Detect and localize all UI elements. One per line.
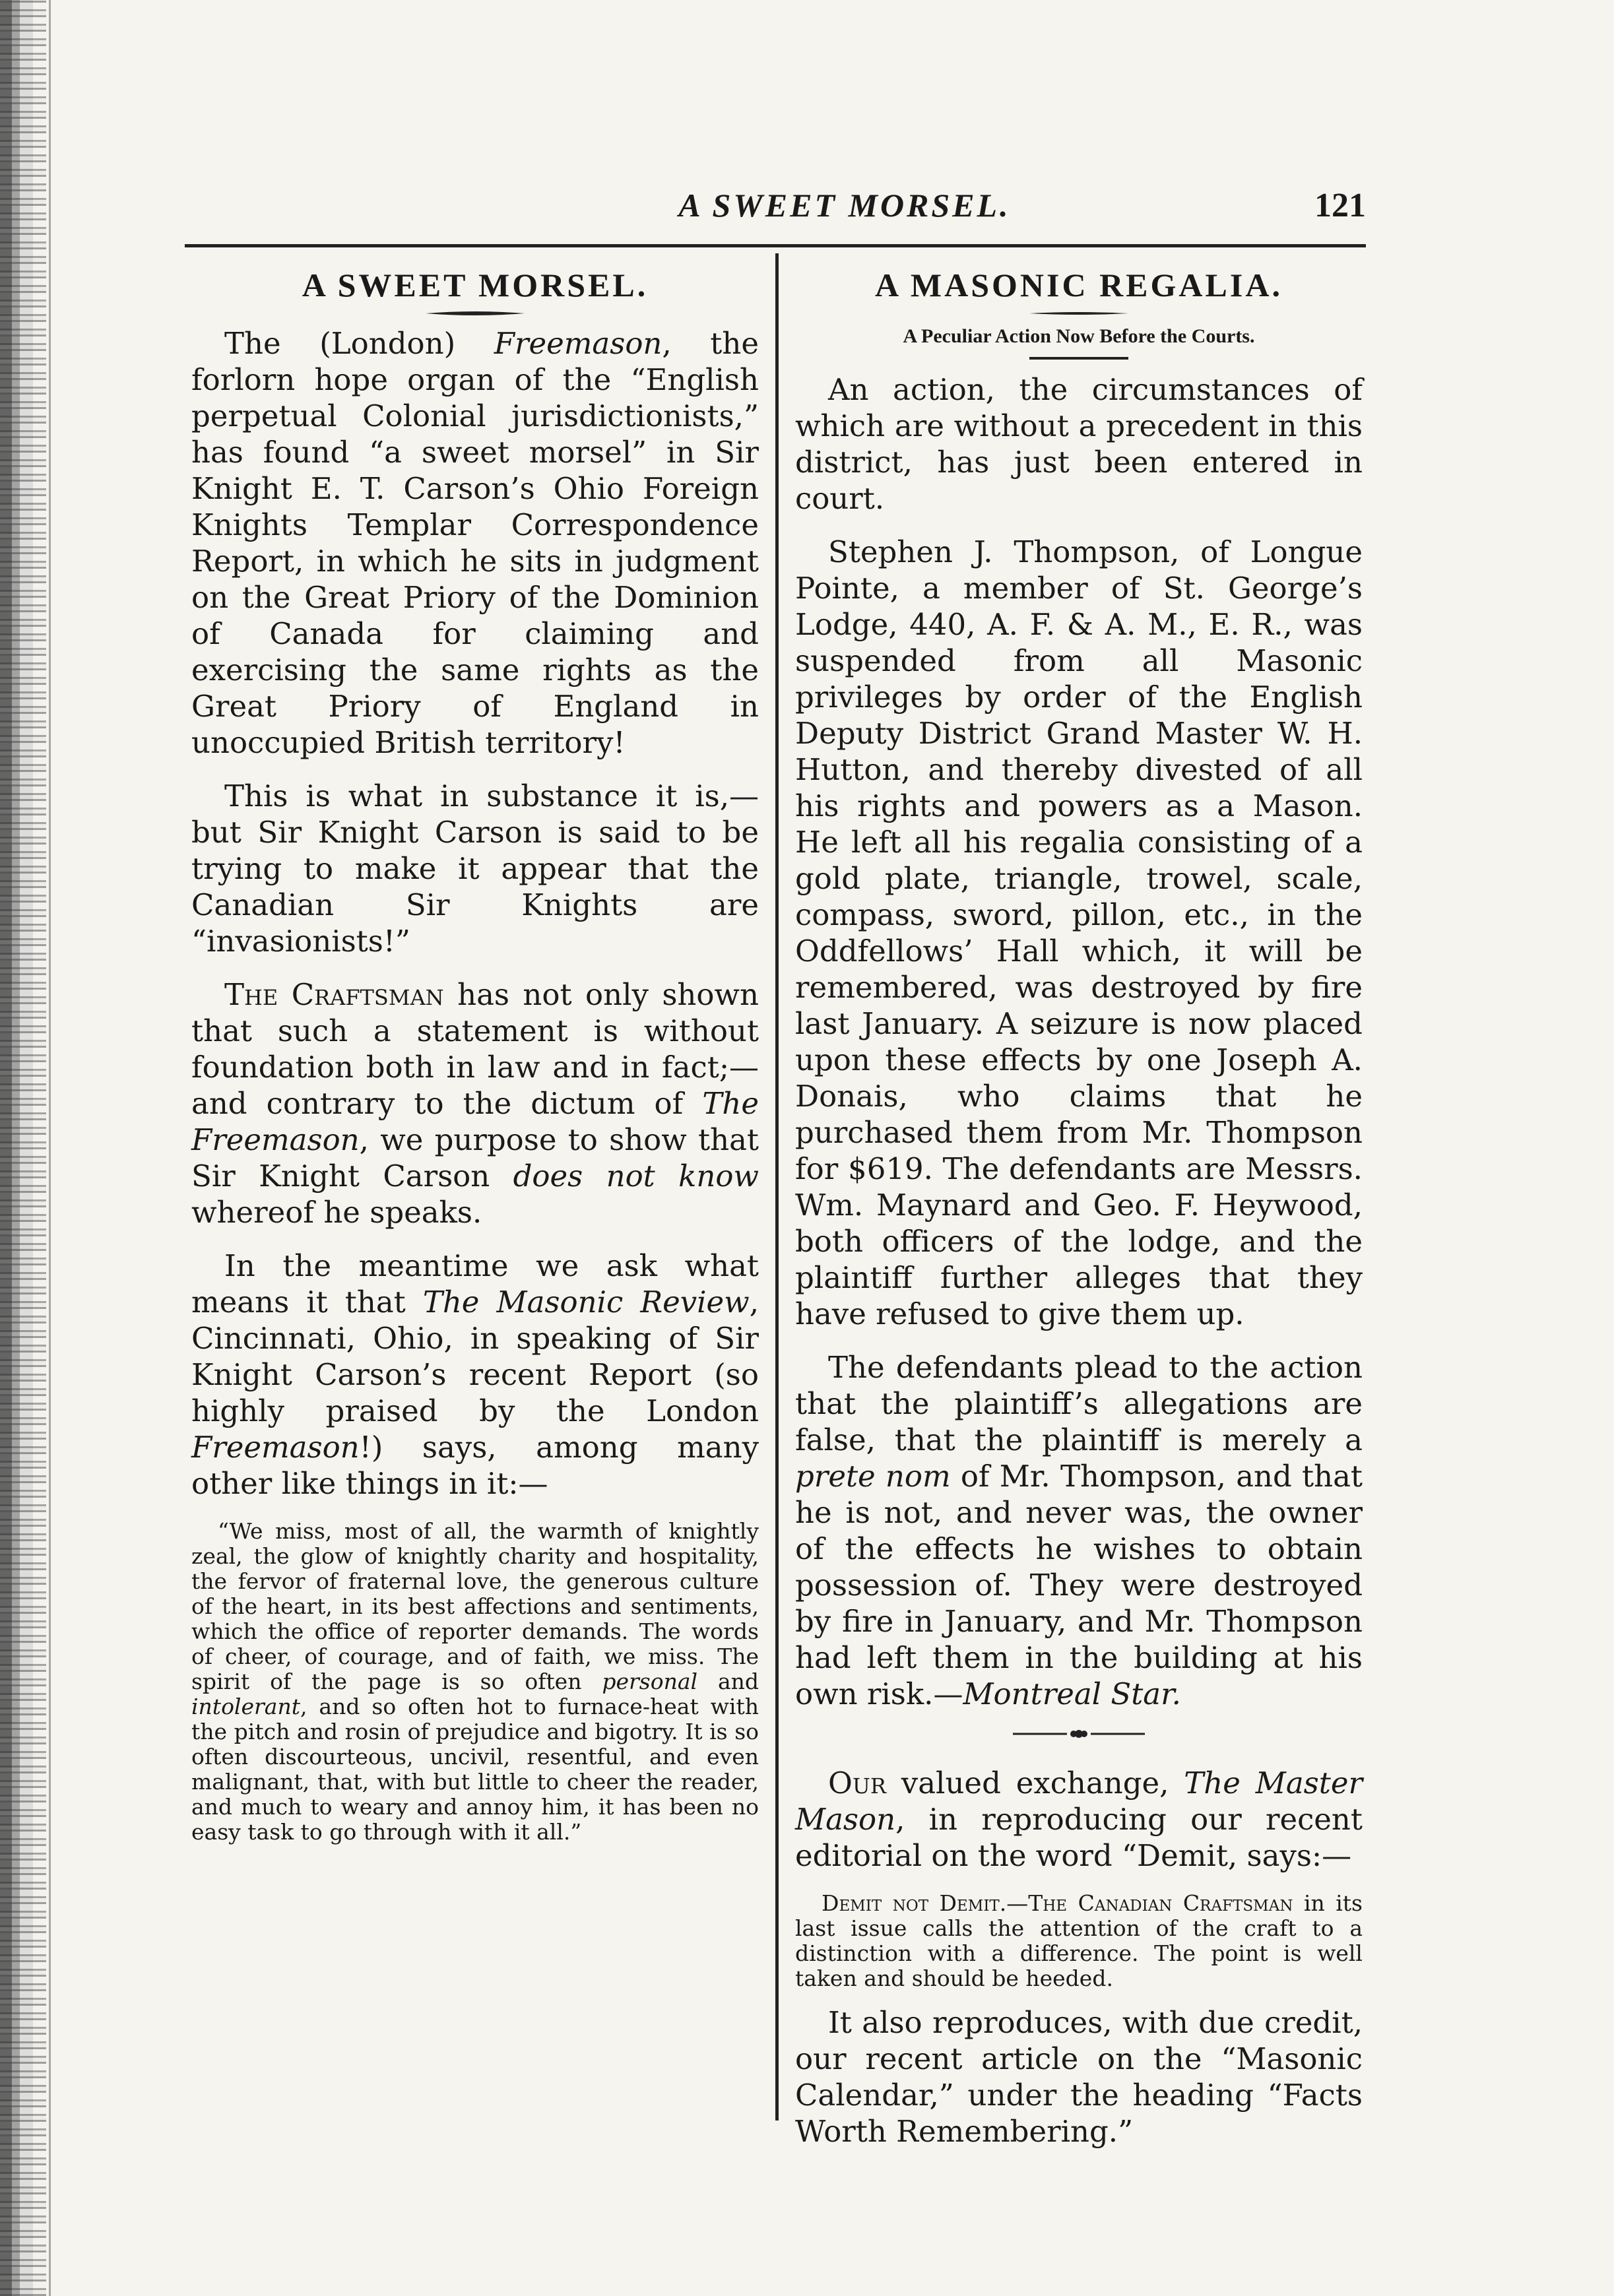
left-paragraph-4: In the meantime we ask what means it that The Masonic Review, Cincinnati, Ohio, in speaking of Sir Knight Carson’s recent Report (so highly praised by the London Freemason!) says, among many other like things in it:— [191,1248,759,1501]
right-paragraph-3: The defendants plead to the action that the plaintiff’s allegations are false, that the plaintiff is merely a prete nom of Mr. Thompson, and that he is not, and never was, the owner of the effects he wishes to obtain possession of. They were destroyed by fire in January, and Mr. Thompson had left them in the building at his own risk.—Montreal Star. [795,1350,1363,1711]
right-paragraph-1: An action, the circumstances of which are without a precedent in this district, has just been entered in court. [795,372,1363,516]
left-column [191,254,759,1845]
left-paragraph-3: The Craftsman has not only shown that such a statement is without foundation both in law and in fact;—and contrary to the dictum of The Freemason, we purpose to show that Sir Knight Carson does not know whereof he speaks. [191,977,759,1230]
page-number: 121 [1314,187,1366,224]
right-article-subheading: A Peculiar Action Now Before the Courts. [903,325,1255,347]
left-quotation: “We miss, most of all, the warmth of knightly zeal, the glow of knightly charity and hospitality, the fervor of fraternal love, the generous culture of the heart, in its best affections and sentiments, which the office of reporter demands. The words of cheer, of courage, and of faith, we miss. The spirit of the page is so often personal and intolerant, and so often hot to furnace-heat with the pitch and rosin of prejudice and bigotry. It is so often discourteous, uncivil, resentful, and even malignant, that, with but little to cheer the reader, and much to weary and annoy him, it has been no easy task to go through with it all.” [191,1518,759,1845]
running-header [185,186,1366,239]
scan-binding-line [49,0,51,2296]
scan-binding-edge [0,0,46,2296]
ornament-rule-left [426,309,525,317]
running-title: A SWEET MORSEL. [678,187,1011,224]
header-rule [185,244,1366,247]
left-paragraph-1: The (London) Freemason, the forlorn hope organ of the “English perpetual Colonial jurisdictionists,” has found “a sweet morsel” in Sir Knight E. T. Carson’s Ohio Foreign Knights Templar Correspondence Report, in which he sits in judgment on the Great Priory of the Dominion of Canada for claiming and exercising the same rights as the Great Priory of England in unoccupied British territory! [191,326,759,760]
right-quotation: Demit not Demit.—The Canadian Craftsman in its last issue calls the attention of the craft to a distinction with a difference. The point is well taken and should be heeded. [795,1890,1363,1991]
subheading-rule [1029,357,1128,360]
ornament-rule-right [1029,309,1128,317]
left-article-heading: A SWEET MORSEL. [302,267,649,303]
left-paragraph-2: This is what in substance it is,—but Sir Knight Carson is said to be trying to make it appear that the Canadian Sir Knights are “invasionists!” [191,779,759,959]
right-column [795,254,1363,2150]
right-paragraph-4: Our valued exchange, The Master Mason, in reproducing our recent editorial on the word “Demit, says:— [795,1766,1363,1873]
right-paragraph-6: It also reproduces, with due credit, our recent article on the “Masonic Calendar,” under the heading “Facts Worth Remembering.” [795,2005,1363,2149]
column-rule [775,253,779,2121]
right-article-heading: A MASONIC REGALIA. [875,267,1283,303]
right-paragraph-2: Stephen J. Thompson, of Longue Pointe, a member of St. George’s Lodge, 440, A. F. & A. M., E. R., was suspended from all Masonic privileges by order of the English Deputy District Grand Master W. H. Hutton, and thereby divested of all his rights and powers as a Mason. He left all his regalia consisting of a gold plate, triangle, trowel, scale, compass, sword, pillon, etc., in the Oddfellows’ Hall which, it will be remembered, was destroyed by fire last January. A seizure is now placed upon these effects by one Joseph A. Donais, who claims that he purchased them from Mr. Thompson for $619. The defendants are Messrs. Wm. Maynard and Geo. F. Heywood, both officers of the lodge, and the plaintiff further alleges that they have refused to give them up. [795,534,1363,1331]
section-separator [1013,1729,1145,1738]
